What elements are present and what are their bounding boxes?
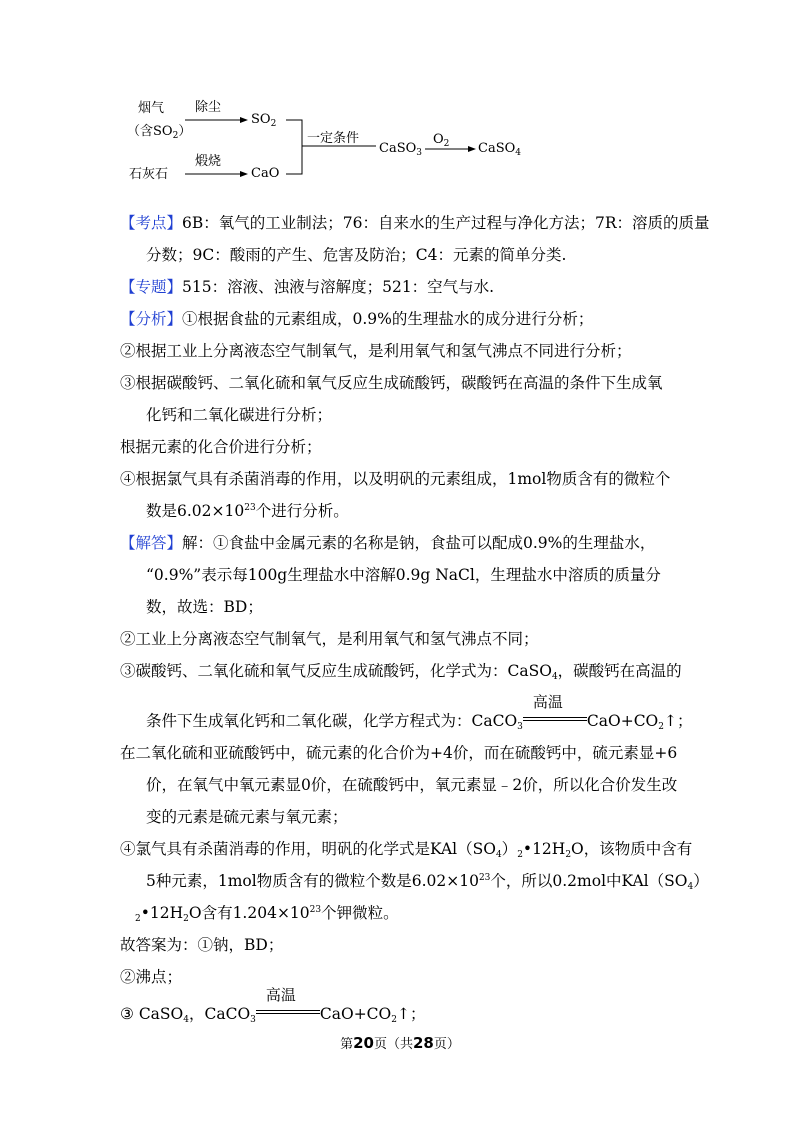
fenxi-line-6: ④根据氯气具有杀菌消毒的作用，以及明矾的元素组成，1mol物质含有的微粒个	[120, 470, 671, 488]
fenxi-tag: 【分析】	[120, 310, 183, 328]
jieda-tag: 【解答】	[120, 534, 183, 552]
bracket	[286, 120, 302, 174]
reaction-condition: 高温	[532, 693, 563, 711]
fenxi-line-1: 【分析】①根据食盐的元素组成，0.9%的生理盐水的成分进行分析；	[120, 310, 594, 328]
caso3-label: CaSO$_3$	[379, 141, 422, 158]
kaodian-line-1: 【考点】6B：氧气的工业制法；76：自来水的生产过程与净化方法；7R：溶质的质量	[120, 214, 710, 232]
jieda-line-7: 在二氧化硫和亚硫酸钙中，硫元素的化合价为+4价，而在硫酸钙中，硫元素显+6	[120, 744, 678, 762]
kaodian-tag: 【考点】	[120, 214, 183, 232]
current-page: 20	[353, 1034, 374, 1052]
jieda-line-9: 变的元素是硫元素与氧元素；	[146, 808, 348, 826]
reaction-condition-sign	[523, 693, 587, 728]
caso4-label: CaSO$_4$	[478, 141, 521, 158]
fenxi-line-7: 数是$6.02\times 10^{23}$个进行分析。	[146, 502, 349, 520]
jieda-line-6: 条件下生成氧化钙和二氧化碳，化学方程式为：CaCO$_3$ 高温 $CaO+CO_2↑$；	[146, 693, 693, 732]
fenxi-line-2: ②根据工业上分离液态空气制氧气，是利用氧气和氢气沸点不同进行分析；	[120, 342, 632, 360]
so2-label: $SO_2$	[251, 112, 277, 129]
flue-gas-note: （含$SO_2$）	[127, 124, 192, 141]
fenxi-line-3: ③根据碳酸钙、二氧化硫和氧气反应生成硫酸钙，碳酸钙在高温的条件下生成氧	[120, 374, 663, 392]
answer-line-3: ③ CaSO$_4$，CaCO$_3$ 高温 $CaO+CO_2↑$；	[120, 986, 426, 1025]
flow-diagram	[0, 0, 800, 200]
zhuanti-line: 【专题】515：溶液、浊液与溶解度；521：空气与水.	[120, 278, 495, 296]
flue-gas-label: 烟气	[138, 101, 165, 116]
kaodian-line-2: 分数；9C：酸雨的产生、危害及防治；C4：元素的简单分类.	[146, 246, 567, 264]
total-pages: 28	[413, 1034, 434, 1052]
jieda-line-12: $_2•12H_2O$含有$1.204\times 10^{23}$个钾微粒。	[135, 904, 399, 924]
fenxi-line-5: 根据元素的化合价进行分析；	[120, 438, 322, 456]
cao-label: CaO	[251, 166, 280, 181]
jieda-line-8: 价，在氧气中氧元素显0价，在硫酸钙中，氧元素显﹣2价，所以化合价发生改	[146, 776, 678, 794]
zhuanti-tag: 【专题】	[120, 278, 183, 296]
jieda-line-10: ④氯气具有杀菌消毒的作用，明矾的化学式是$KAl(SO_4)_2•12H_2O$，该物质中含有	[120, 840, 693, 860]
answer-line-1: 故答案为：①钠，BD；	[120, 936, 284, 954]
dedust-label: 除尘	[195, 100, 222, 115]
jieda-line-4: ②工业上分离液态空气制氧气，是利用氧气和氢气沸点不同；	[120, 630, 539, 648]
jieda-line-2: “0.9%”表示每100g生理盐水中溶解0.9g NaCl，生理盐水中溶质的质量分	[146, 566, 661, 584]
jieda-line-1: 【解答】解：①食盐中金属元素的名称是钠，食盐可以配成0.9%的生理盐水，	[120, 534, 656, 552]
answer-line-2: ②沸点；	[120, 968, 183, 986]
jieda-line-5: ③碳酸钙、二氧化硫和氧气反应生成硫酸钙，化学式为：CaSO$_4$，碳酸钙在高温的	[120, 662, 682, 682]
jieda-line-11: 5种元素，1mol物质含有的微粒个数是$6.02\times 10^{23}$个，所以0.2mol中$KAl(SO_4)$	[146, 872, 709, 892]
page-number: 第20页（共28页）	[340, 1034, 460, 1052]
fenxi-line-4: 化钙和二氧化碳进行分析；	[146, 406, 333, 424]
calcine-label: 煅烧	[195, 154, 222, 169]
jieda-line-3: 数，故选：BD；	[146, 598, 263, 616]
answer-reaction-condition: 高温	[265, 986, 296, 1004]
answer-reaction-condition-sign	[256, 986, 320, 1021]
o2-label: $O_2$	[433, 132, 450, 149]
condition-label: 一定条件	[307, 131, 360, 146]
limestone-label: 石灰石	[129, 167, 169, 182]
